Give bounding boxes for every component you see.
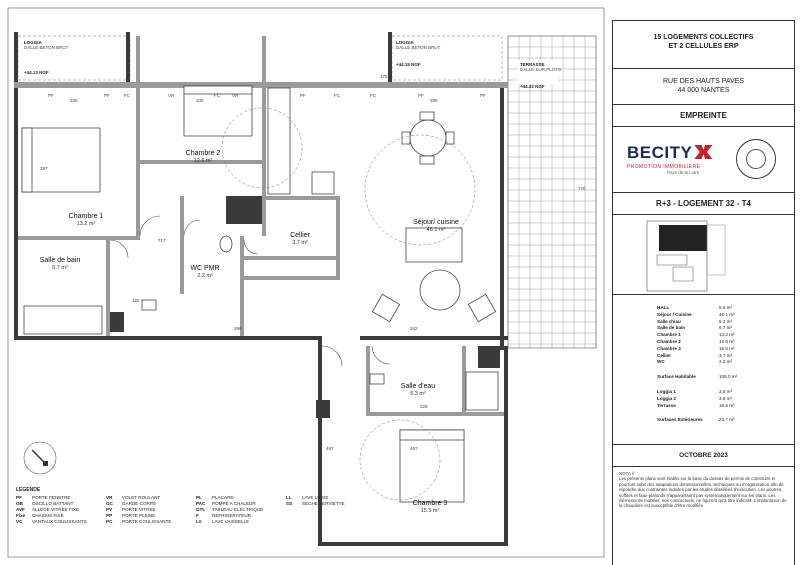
dim-120: 120 <box>132 298 140 303</box>
becity-mark-icon <box>694 145 712 159</box>
architect-seal-icon <box>736 139 776 179</box>
legend-item <box>196 513 286 518</box>
legend-label: VOLET ROULANT <box>122 495 161 500</box>
unit-title: R+3 - LOGEMENT 32 - T4 <box>613 193 794 215</box>
exterior-surface-label: Loggia 2 <box>657 395 676 401</box>
exterior-value: 23.7 m² <box>719 417 735 423</box>
legend-item <box>16 501 106 506</box>
loggia-1-label: LOGGIA <box>24 40 42 45</box>
becity-region: Pays de la Loire <box>667 170 700 175</box>
legend-code: VC <box>16 519 23 524</box>
legend-item <box>106 507 196 512</box>
exterior-surface-row <box>657 389 786 396</box>
exterior-surface-value: 3.6 m² <box>719 395 733 401</box>
coffee-table <box>420 270 460 310</box>
legend-label: PORTE PLEINE <box>122 513 156 518</box>
note-text: Les présents plans sont établis sur la base du dossier de permis de construire et pourront subir des adaptations dimensionnelles, techniques ou d'organisation afin de répondre aux contraintes induites par les études détaillées d'exécution. Les poutres, soffites et faux-plafonds n'apparaissent pas systématiquement sur les plans. Les éléments de mobilier, non contractuels, ne figurent qu'à titre indicatif. L'implantation de la chaudière est susceptible d'être modifiée. <box>619 476 787 509</box>
exterior-surface-row <box>657 403 786 410</box>
dim-397: 397 <box>40 166 48 171</box>
legend-code <box>286 507 302 512</box>
legend-label: CHASSIS FIXE <box>32 513 64 518</box>
legend-label: PORTE COULISSANTE <box>122 519 172 524</box>
habitable-label: Surface Habitable <box>657 374 696 380</box>
opening-code: VR <box>168 93 175 98</box>
note <box>613 467 794 513</box>
dim-328: 328 <box>420 404 428 409</box>
project-title-line1: 15 LOGEMENTS COLLECTIFS <box>653 34 754 41</box>
exterior-surface-value: 16.5 m² <box>719 402 735 408</box>
dim-770: 770 <box>578 186 586 191</box>
habitable-row <box>657 374 786 381</box>
bathtub <box>24 306 102 334</box>
room-chambre-3: Chambre 3 <box>412 500 448 507</box>
key-plan <box>613 215 794 295</box>
drawing-frame <box>8 8 604 557</box>
legend-code: PL <box>196 495 202 500</box>
loggia-2-sub: DALLE BETON BRUT <box>396 45 441 50</box>
loggia-1 <box>14 32 130 82</box>
surface-value: 3.7 m² <box>719 352 733 358</box>
legend-code: LV <box>196 519 202 524</box>
legend-item <box>16 507 106 512</box>
exterior-label: Surfaces Extérieures <box>657 417 703 423</box>
surface-value: 46.1 m² <box>719 311 735 317</box>
opening-code: FC <box>124 93 130 98</box>
surfaces-table <box>613 295 794 445</box>
becity-tagline: PROMOTION IMMOBILIÈRE <box>627 164 701 170</box>
architect-name: EMPREINTE <box>613 105 794 127</box>
area-chambre-1: 13.2 m² <box>76 221 96 227</box>
surface-label: Séjour / Cuisine <box>657 311 692 317</box>
becity-wordmark: BECITY <box>627 143 693 162</box>
area-wc: 2.2 m² <box>197 273 213 279</box>
dim-345: 345 <box>196 98 204 103</box>
legend-label: PORTE VITREE <box>122 507 156 512</box>
surface-label: HALL <box>657 305 670 310</box>
legend-label: GARDE CORPS <box>122 501 156 506</box>
dim-342: 342 <box>410 326 418 331</box>
surface-row <box>657 359 786 366</box>
opening-code: FC <box>334 93 340 98</box>
legend-item <box>106 495 196 500</box>
opening-code: PF <box>104 93 110 98</box>
legend-label: OSCILLO BATTANT <box>32 501 74 506</box>
surface-label: Salle d'eau <box>657 318 681 324</box>
legend-code <box>286 513 302 518</box>
legend-label: LAVE LINGE <box>302 495 329 500</box>
legend-item <box>196 501 286 506</box>
legend-code: Fixe <box>16 513 26 518</box>
surface-label: WC <box>657 359 665 365</box>
legend-code: PAC <box>196 501 206 506</box>
terrasse <box>508 36 596 348</box>
legend-label: POMPE A CHALEUR <box>212 501 256 506</box>
legend-item <box>196 495 286 500</box>
loggia-1-sub: DALLE BETON BRUT <box>24 45 69 50</box>
area-salle-d-eau: 5.3 m² <box>410 391 426 397</box>
legend-code: PP <box>106 513 113 518</box>
legend-item <box>286 513 376 518</box>
legend-label: SECHE SERVIETTE <box>302 501 345 506</box>
room-wc: WC PMR <box>190 265 220 272</box>
project-title <box>613 21 794 69</box>
title-block <box>612 20 795 565</box>
ngf-1: +44.13 NGF <box>24 70 49 75</box>
project-title-line2: ET 2 CELLULES ERP <box>668 43 739 50</box>
room-chambre-2: Chambre 2 <box>185 150 221 157</box>
surface-value: 13.2 m² <box>719 332 735 338</box>
surface-value: 5.3 m² <box>719 318 733 324</box>
surface-row <box>657 353 786 360</box>
logos <box>613 127 794 193</box>
date: OCTOBRE 2023 <box>613 445 794 467</box>
opening-code: PF <box>300 93 306 98</box>
room-chambre-1: Chambre 1 <box>68 213 104 220</box>
opening-code: PF <box>418 93 424 98</box>
area-chambre-3: 15.5 m² <box>420 508 440 514</box>
shower <box>466 372 498 410</box>
dining-table <box>410 120 446 156</box>
legend-title: LEGENDE <box>16 487 41 493</box>
legend-item <box>286 501 376 506</box>
surface-row <box>657 346 786 353</box>
room-salle-d-eau: Salle d'eau <box>400 383 436 390</box>
surface-row <box>657 339 786 346</box>
surface-label: Salle de bain <box>657 325 686 331</box>
area-sejour: 46.1 m² <box>426 227 446 233</box>
surface-row <box>657 305 786 312</box>
legend-item <box>286 519 376 524</box>
legend-item <box>196 519 286 524</box>
exterior-row <box>657 417 786 424</box>
legend-item <box>196 507 286 512</box>
legend-label: REFRIGERATEUR <box>212 513 251 518</box>
exterior-surface-label: Loggia 1 <box>657 388 676 394</box>
project-address <box>613 69 794 105</box>
opening-code: PF <box>480 93 486 98</box>
surface-value: 2.2 m² <box>719 359 733 365</box>
ngf-3: +44.32 NGF <box>520 84 545 89</box>
door-swings <box>110 216 390 366</box>
legend-code: PF <box>16 495 22 500</box>
legend-label: TABLEAU ELECTRIQUE <box>212 507 264 512</box>
legend-item <box>16 495 106 500</box>
key-plan-thumbnail <box>613 215 794 295</box>
surface-value: 15.5 m² <box>719 345 735 351</box>
surface-row <box>657 319 786 326</box>
exterior-surface-row <box>657 396 786 403</box>
address-line1: RUE DES HAUTS PAVES <box>662 78 745 85</box>
surface-label: Chambre 3 <box>657 345 681 351</box>
room-cellier: Cellier <box>290 232 310 239</box>
legend-label: VANTAUX COULISSANTS <box>32 519 87 524</box>
exterior-surface-label: Terrasse <box>657 402 676 408</box>
exterior-surface-value: 3.6 m² <box>719 388 733 394</box>
legend-code: PC <box>106 519 113 524</box>
habitable-value: 108.0 m² <box>719 374 738 380</box>
room-sejour: Séjour/ cuisine <box>413 219 459 226</box>
legend-code: LL <box>286 495 292 500</box>
legend-grid <box>16 495 436 524</box>
north-arrow-icon <box>24 442 56 474</box>
surface-label: Chambre 2 <box>657 338 681 344</box>
dim-396: 396 <box>234 326 242 331</box>
address-line2: 44 000 NANTES <box>677 87 730 94</box>
furniture <box>22 86 498 502</box>
surface-row <box>657 332 786 339</box>
opening-codes <box>48 93 486 98</box>
legend-item <box>106 513 196 518</box>
legend-item <box>286 507 376 512</box>
area-salle-de-bain: 6.7 m² <box>52 265 68 271</box>
surface-value: 8.6 m² <box>719 305 733 310</box>
legend-code: SS <box>286 501 293 506</box>
legend-item <box>106 501 196 506</box>
legend <box>16 487 436 524</box>
legend-label: LAVE VAISSELLE <box>212 519 250 524</box>
opening-code: FC <box>214 93 220 98</box>
area-cellier: 3.7 m² <box>292 240 308 246</box>
legend-item <box>16 513 106 518</box>
opening-code: VR <box>232 93 239 98</box>
loggia-2 <box>388 32 502 82</box>
legend-code: OB <box>16 501 23 506</box>
note-title: NOTA // <box>619 471 635 476</box>
sofa <box>406 228 462 262</box>
surface-value: 12.6 m² <box>719 338 735 344</box>
legend-code: GC <box>106 501 113 506</box>
loggia-2-label: LOGGIA <box>396 40 414 45</box>
legend-label: ALLEGE VITREE FIXE <box>32 507 80 512</box>
legend-code: PV <box>106 507 113 512</box>
terrasse-label: TERRASSE <box>520 62 545 67</box>
terrasse-sub: DALLE SUR PLOTS <box>520 67 562 72</box>
legend-item <box>286 495 376 500</box>
kitchen-counter <box>268 88 290 194</box>
dim-285: 285 <box>430 98 438 103</box>
legend-item <box>106 519 196 524</box>
surface-label: Chambre 1 <box>657 332 681 338</box>
room-salle-de-bain: Salle de bain <box>39 257 81 264</box>
bed-chambre-1 <box>22 128 100 192</box>
dim-717: 717 <box>158 238 166 243</box>
opening-code: FC <box>370 93 376 98</box>
surface-value: 6.7 m² <box>719 325 733 331</box>
dim-335: 335 <box>70 98 78 103</box>
surface-label: Cellier <box>657 352 672 358</box>
legend-item <box>16 519 106 524</box>
dim-467a: 467 <box>410 446 418 451</box>
becity-logo <box>627 143 712 175</box>
legend-label: PORTE FENETRE <box>32 495 71 500</box>
ngf-2: +44.15 NGF <box>396 62 421 67</box>
legend-code <box>286 519 302 524</box>
legend-code: GTL <box>196 507 206 512</box>
surface-row <box>657 312 786 319</box>
legend-code: VR <box>106 495 113 500</box>
toilet <box>220 236 232 252</box>
opening-code: PF <box>48 93 54 98</box>
dim-467b: 467 <box>326 446 334 451</box>
legend-code: F <box>196 513 199 518</box>
area-chambre-2: 12.6 m² <box>193 158 213 164</box>
surface-row <box>657 325 786 332</box>
legend-label: PLACARD <box>212 495 234 500</box>
dim-170: 170 <box>380 74 388 79</box>
legend-code: AVF <box>16 507 25 512</box>
